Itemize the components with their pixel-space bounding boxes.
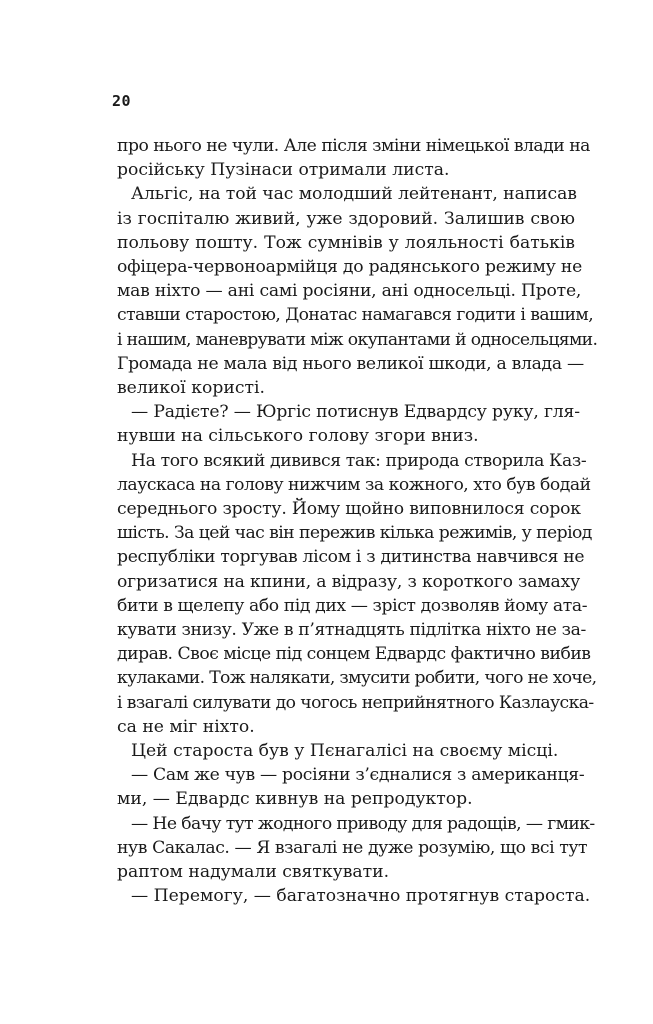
paragraph: [117, 134, 590, 182]
text-line: шість. За цей час він пережив кілька режимів, у період: [117, 523, 592, 544]
text-line: — Сам же чув — росіяни з’єдналися з американця-: [131, 765, 585, 786]
text-line: — Радієте? — Юргіс потиснув Едвардсу руку, гля-: [131, 402, 580, 423]
text-line: великої користі.: [117, 378, 265, 399]
text-line: нув Сакалас. — Я взагалі не дуже розумію, що всі тут: [117, 837, 588, 858]
text-line: бити в щелепу або під дих — зріст дозволяв йому ата-: [117, 595, 588, 616]
text-line: і нашим, маневрувати між окупантами й односельцями.: [117, 329, 598, 350]
text-line: дирав. Своє місце під сонцем Едвардс фактично вибив: [117, 644, 591, 665]
text-line: польову пошту. Тож сумнівів у лояльності батьків: [117, 232, 575, 253]
text-line: раптом надумали святкувати.: [117, 862, 390, 883]
paragraph: [117, 884, 591, 908]
text-line: кувати знизу. Уже в п’ятнадцять підлітка ніхто не за-: [117, 620, 586, 641]
paragraph: [117, 400, 580, 448]
text-line: кулаками. Тож налякати, змусити робити, чого не хоче,: [117, 668, 597, 689]
body-text: [117, 134, 598, 909]
paragraph: [117, 812, 595, 885]
text-line: Цей староста був у Пєнагалісі на своєму місці.: [131, 741, 559, 762]
text-line: Громада не мала від нього великої шкоди, а влада —: [117, 353, 584, 374]
text-line: і взагалі силувати до чогось неприйнятного Казлауска-: [117, 692, 594, 713]
paragraph: [117, 449, 597, 739]
text-line: са не міг ніхто.: [117, 716, 255, 737]
text-line: про нього не чули. Але після зміни німецької влади на: [117, 136, 590, 156]
page-number: 20: [112, 92, 132, 110]
text-line: огризатися на кпини, а відразу, з короткого замаху: [117, 571, 581, 592]
text-line: середнього зросту. Йому щойно виповнилося сорок: [117, 499, 581, 520]
text-line: На того всякий дивився так: природа створила Каз-: [131, 450, 587, 471]
text-line: російську Пузінаси отримали листа.: [117, 160, 450, 181]
text-line: із госпіталю живий, уже здоровий. Залишив свою: [117, 208, 575, 229]
text-line: Альгіс, на той час молодший лейтенант, написав: [131, 184, 577, 205]
paragraph: [117, 763, 585, 811]
text-line: офіцера-червоноармійця до радянського режиму не: [117, 257, 583, 278]
text-line: ставши старостою, Донатас намагався годити і вашим,: [117, 305, 594, 326]
text-line: ми, — Едвардс кивнув на репродуктор.: [117, 789, 473, 810]
paragraph: [117, 739, 575, 763]
paragraph: [117, 182, 598, 400]
text-line: нувши на сільського голову згори вниз.: [117, 426, 479, 447]
text-line: мав ніхто — ані самі росіяни, ані односельці. Проте,: [117, 281, 582, 302]
text-line: республіки торгував лісом і з дитинства навчився не: [117, 547, 585, 568]
text-line: — Перемогу, — багатозначно протягнув староста.: [131, 886, 591, 907]
text-line: — Не бачу тут жодного приводу для радощів, — гмик-: [131, 813, 595, 834]
text-line: лаускаса на голову нижчим за кожного, хто був бодай: [117, 474, 591, 495]
